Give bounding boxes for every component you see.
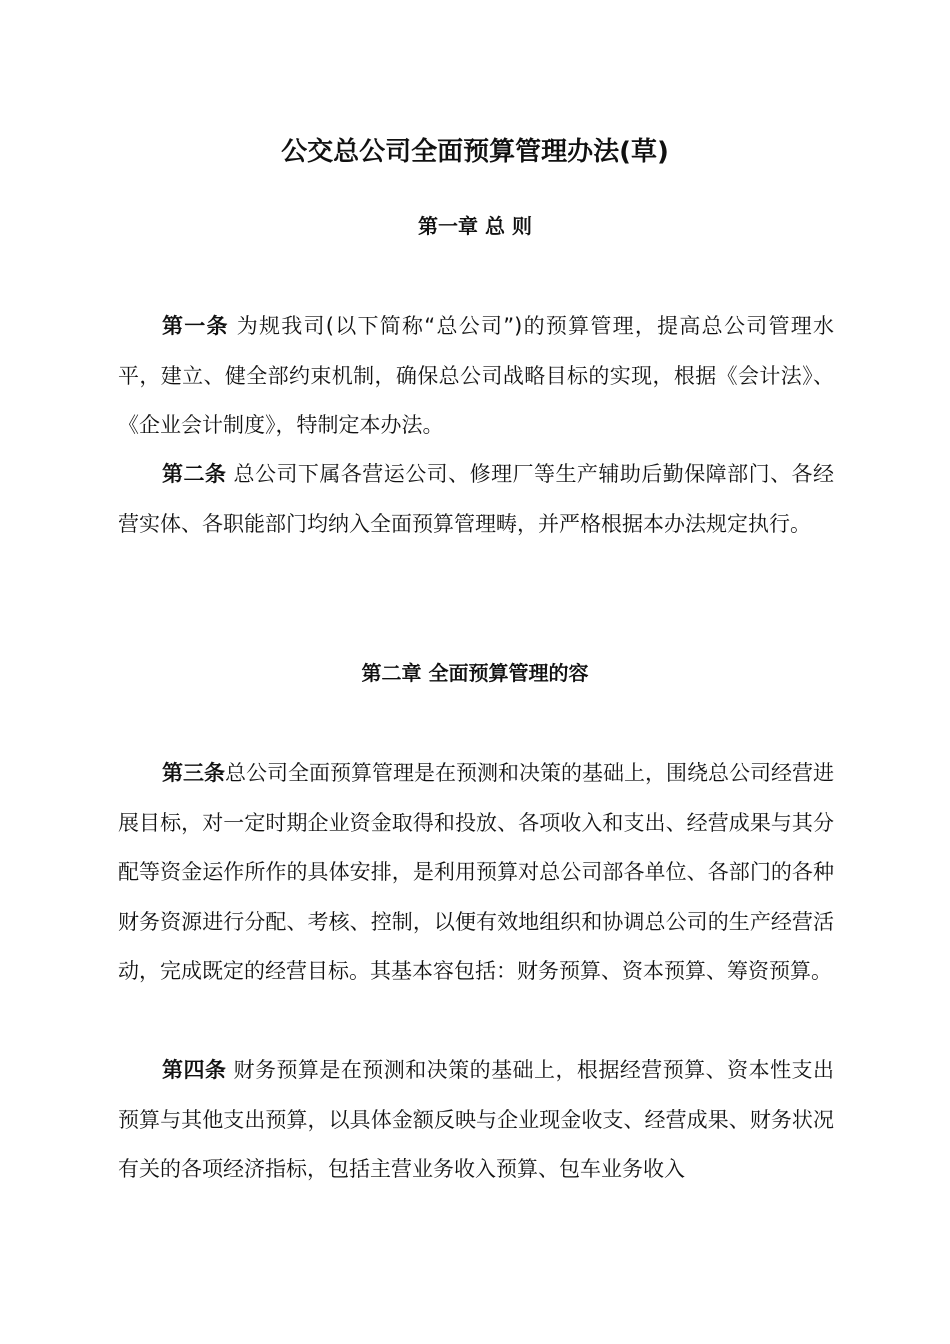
article-2 (118, 450, 834, 549)
article-2-text: 总公司下属各营运公司、修理厂等生产辅助后勤保障部门、各经营实体、各职能部门均纳入全面预算管理畴，并严格根据本办法规定执行。 (118, 462, 834, 536)
article-1 (118, 302, 834, 451)
article-1-label: 第一条 (162, 314, 229, 338)
article-1-text: 为规我司(以下简称“总公司”)的预算管理，提高总公司管理水平，建立、健全部约束机制，确保总公司战略目标的实现，根据《会计法》、《企业会计制度》，特制定本办法。 (118, 314, 834, 437)
article-4 (118, 1046, 834, 1195)
article-3 (118, 749, 834, 997)
article-4-label: 第四条 (162, 1058, 227, 1082)
chapter-2-heading: 第二章 全面预算管理的容 (361, 661, 589, 685)
article-3-text: 总公司全面预算管理是在预测和决策的基础上，围绕总公司经营进展目标，对一定时期企业资金取得和投放、各项收入和支出、经营成果与其分配等资金运作所作的具体安排，是利用预算对总公司部各单位、各部门的各种财务资源进行分配、考核、控制，以便有效地组织和协调总公司的生产经营活动，完成既定的经营目标。其基本容包括：财务预算、资本预算、筹资预算。 (118, 761, 834, 983)
document-title: 公交总公司全面预算管理办法(草) (281, 137, 669, 167)
article-4-text: 财务预算是在预测和决策的基础上，根据经营预算、资本性支出预算与其他支出预算，以具体金额反映与企业现金收支、经营成果、财务状况有关的各项经济指标，包括主营业务收入预算、包车业务收入 (118, 1058, 834, 1181)
article-2-label: 第二条 (162, 462, 227, 486)
chapter-1-heading: 第一章 总 则 (418, 214, 532, 238)
article-3-label: 第三条 (162, 761, 225, 785)
